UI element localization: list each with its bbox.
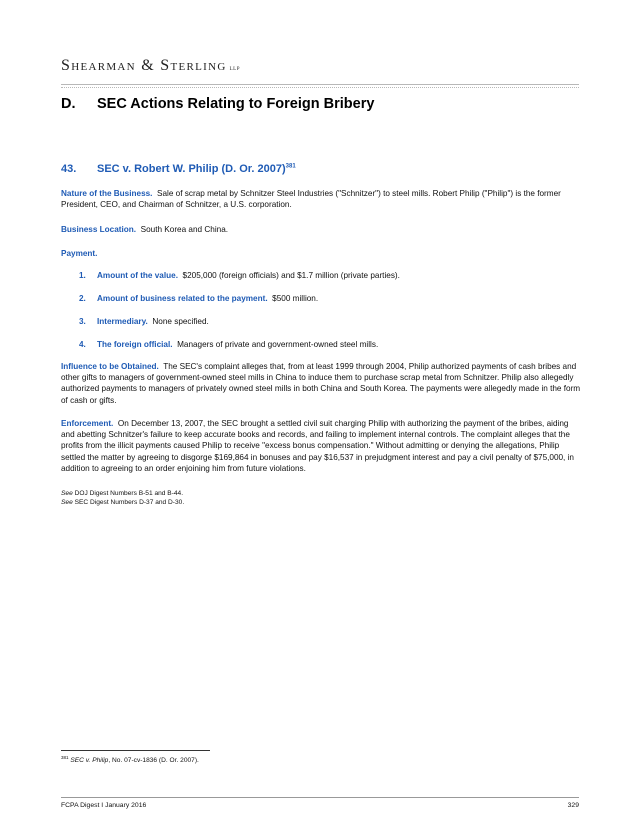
footnote-ref[interactable]: 381	[285, 163, 296, 170]
firm-logo: Shearman & Sterling llp	[61, 57, 240, 74]
footnote: $^{381}$ SEC v. Philip, No. 07-cv-1836 (D. Or. 2007).	[61, 755, 199, 765]
footer-title: FCPA Digest I January 2016	[61, 802, 147, 809]
case-heading: 43. SEC v. Robert W. Philip (D. Or. 2007)$^{381}$	[61, 163, 296, 175]
page-number: 329	[567, 802, 579, 809]
payment-item: 3. Intermediary. None specified.	[79, 317, 209, 326]
payment-item: 4. The foreign official. Managers of private and government-owned steel mills.	[79, 340, 379, 349]
payment-heading: Payment.	[61, 249, 98, 258]
see-also-line: See DOJ Digest Numbers B-51 and B-44.	[61, 490, 184, 497]
header-rule	[61, 84, 579, 85]
nature-paragraph: Nature of the Business. Sale of scrap metal by Schnitzer Steel Industries ("Schnitzer") to steel mills. Robert Philip ("Philip") is the former President, CEO, and Chairman of Schnitzer, a U.S. corporation.	[61, 189, 561, 210]
section-heading: D. SEC Actions Relating to Foreign Bribery	[61, 96, 375, 112]
influence-paragraph: Influence to be Obtained. The SEC's complaint alleges that, from at least 1999 through 2004, Philip authorized payments of cash bribes and other gifts to managers of government-owned steel mills in China to induce them to purchase scrap metal from Schnitzer. Philip also allegedly authorized payments to managers of privately owned steel mills in both China and South Korea. The payments were allegedly made in the form of cash or gifts.	[61, 362, 581, 405]
payment-item: 2. Amount of business related to the payment. $500 million.	[79, 294, 319, 303]
enforcement-paragraph: Enforcement. On December 13, 2007, the SEC brought a settled civil suit charging Philip with authorizing the payment of the bribes, aiding and abetting Schnitzer's failure to keep accurate books and records, and failing to implement internal controls. The complaint alleges that the profits from the illicit payments caused Philip to receive "excess bonus compensation." Without admitting or denying the allegations, Philip settled the matter by agreeing to disgorge $169,864 in bonuses and pay $16,537 in prejudgment interest and pay a civil penalty of $75,000, in addition to agreeing to an order enjoining him from future violations.	[61, 419, 574, 473]
header-rule-dotted	[61, 87, 579, 88]
payment-item: 1. Amount of the value. $205,000 (foreign officials) and $1.7 million (private parties).	[79, 271, 400, 280]
footnote-rule	[61, 750, 210, 751]
see-also-line: See SEC Digest Numbers D-37 and D-30.	[61, 499, 185, 506]
footer-rule	[61, 797, 579, 798]
location-paragraph: Business Location. South Korea and China.	[61, 225, 229, 234]
